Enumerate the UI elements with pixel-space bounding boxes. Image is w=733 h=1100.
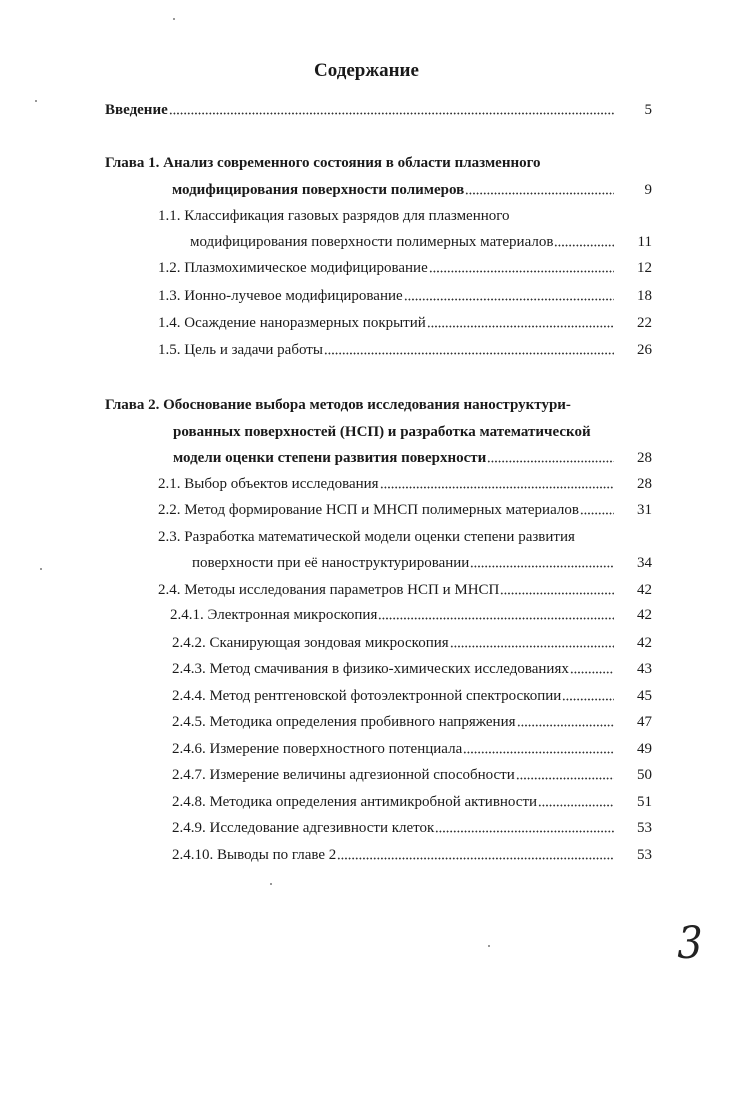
toc-entry: [173, 448, 652, 468]
dot-leader: [554, 244, 614, 247]
scan-speck: [35, 100, 37, 102]
toc-entry-title: Глава 1. Анализ современного состояния в области плазменного: [105, 155, 541, 171]
toc-entry-title: 2.4.3. Метод смачивания в физико-химических исследованиях: [172, 661, 569, 677]
toc-page-number: 11: [637, 234, 652, 250]
toc-entry: [158, 286, 652, 306]
toc-entry-title: рованных поверхностей (НСП) и разработка математической: [173, 423, 591, 440]
toc-entry-title: 2.1. Выбор объектов исследования: [158, 476, 379, 492]
toc-entry: [172, 818, 652, 838]
toc-entry: [172, 712, 652, 732]
toc-entry-title: 2.4.4. Метод рентгеновской фотоэлектронной спектроскопии: [172, 688, 562, 704]
dot-leader: [562, 698, 614, 701]
toc-page-number: 53: [637, 820, 652, 836]
toc-entry: [172, 633, 652, 653]
toc-entry-title: 1.4. Осаждение наноразмерных покрытий: [158, 315, 426, 331]
toc-entry: [158, 580, 652, 600]
scan-speck: [173, 18, 175, 20]
toc-entry-title: 2.4.7. Измерение величины адгезионной способности: [172, 767, 515, 783]
dot-leader: [570, 671, 614, 674]
dot-leader: [470, 565, 614, 568]
dot-leader: [516, 777, 614, 780]
toc-entry: [172, 180, 652, 200]
toc-entry-title: 2.4.2. Сканирующая зондовая микроскопия: [172, 635, 449, 651]
toc-page-number: 51: [637, 794, 652, 810]
dot-leader: [378, 617, 614, 620]
toc-entry-title: Введение: [105, 102, 168, 118]
handwritten-page-number: 3: [677, 918, 703, 969]
toc-entry: [190, 232, 652, 252]
toc-entry-title: 2.4.6. Измерение поверхностного потенциала: [172, 741, 463, 757]
toc-entry: [172, 845, 652, 865]
toc-entry-title: поверхности при её наноструктурировании: [192, 555, 470, 571]
toc-entry-line: [173, 422, 652, 442]
toc-entry-title: 2.4. Методы исследования параметров НСП и МНСП: [158, 582, 500, 598]
dot-leader: [450, 645, 614, 648]
toc-entry-line: [105, 153, 652, 173]
toc-page-number: 47: [637, 714, 652, 730]
toc-entry-title: 1.3. Ионно-лучевое модифицирование: [158, 288, 403, 304]
dot-leader: [580, 512, 614, 515]
toc-page-number: 42: [637, 635, 652, 651]
toc-entry: [192, 553, 652, 573]
toc-entry: [105, 100, 652, 120]
dot-leader: [538, 804, 614, 807]
dot-leader: [404, 298, 614, 301]
scan-speck: [270, 883, 272, 885]
toc-entry-title: модифицирования поверхности полимерных материалов: [190, 234, 554, 250]
toc-entry-title: модифицирования поверхности полимеров: [172, 182, 465, 198]
toc-entry-title: 2.2. Метод формирование НСП и МНСП полимерных материалов: [158, 502, 579, 518]
toc-page-number: 18: [637, 288, 652, 304]
toc-entry-title: 2.3. Разработка математической модели оценки степени развития: [158, 529, 575, 545]
toc-page-number: 49: [637, 741, 652, 757]
dot-leader: [169, 112, 614, 115]
toc-entry-line: [158, 527, 652, 547]
scan-speck: [488, 945, 490, 947]
page-title: Содержание: [314, 60, 419, 81]
toc-entry: [158, 258, 652, 278]
toc-entry: [158, 340, 652, 360]
toc-entry: [172, 792, 652, 812]
toc-entry-line: [158, 206, 652, 226]
toc-page-number: 5: [644, 102, 652, 118]
dot-leader: [427, 325, 614, 328]
toc-entry-title: 1.1. Классификация газовых разрядов для плазменного: [158, 208, 510, 224]
toc-page-number: 31: [637, 502, 652, 518]
toc-entry-title: модели оценки степени развития поверхности: [173, 450, 487, 466]
toc-entry: [158, 500, 652, 520]
toc-page-number: 12: [637, 260, 652, 276]
toc-entry: [172, 659, 652, 679]
dot-leader: [500, 592, 614, 595]
dot-leader: [324, 352, 614, 355]
toc-entry: [172, 739, 652, 759]
toc-page-number: 43: [637, 661, 652, 677]
toc-entry: [170, 605, 652, 625]
dot-leader: [487, 460, 614, 463]
toc-entry-title: 2.4.9. Исследование адгезивности клеток: [172, 820, 435, 836]
toc-entry-title: 2.4.5. Методика определения пробивного напряжения: [172, 714, 516, 730]
toc-page-number: 34: [637, 555, 652, 571]
toc-page-number: 50: [637, 767, 652, 783]
dot-leader: [429, 270, 614, 273]
dot-leader: [465, 192, 614, 195]
dot-leader: [463, 751, 614, 754]
toc-page-number: 42: [637, 607, 652, 623]
toc-entry-line: [105, 395, 652, 415]
dot-leader: [380, 486, 614, 489]
toc-entry: [172, 686, 652, 706]
toc-entry-title: 1.2. Плазмохимическое модифицирование: [158, 260, 428, 276]
dot-leader: [517, 724, 615, 727]
toc-entry: [158, 474, 652, 494]
toc-page-number: 42: [637, 582, 652, 598]
toc-page-number: 28: [637, 450, 652, 466]
toc-page-number: 45: [637, 688, 652, 704]
dot-leader: [337, 857, 614, 860]
toc-page-number: 53: [637, 847, 652, 863]
toc-entry-title: 2.4.10. Выводы по главе 2: [172, 847, 337, 863]
toc-page-number: 22: [637, 315, 652, 331]
scan-speck: [40, 568, 42, 570]
toc-page-number: 28: [637, 476, 652, 492]
toc-entry-title: 2.4.8. Методика определения антимикробной активности: [172, 794, 538, 810]
dot-leader: [435, 830, 614, 833]
toc-entry-title: 2.4.1. Электронная микроскопия: [170, 607, 378, 623]
toc-entry: [172, 765, 652, 785]
toc-page-number: 26: [637, 342, 652, 358]
toc-page-number: 9: [644, 182, 652, 198]
toc-entry-title: 1.5. Цель и задачи работы: [158, 342, 323, 358]
toc-entry-title: Глава 2. Обоснование выбора методов исследования наноструктури-: [105, 397, 571, 413]
toc-entry: [158, 313, 652, 333]
